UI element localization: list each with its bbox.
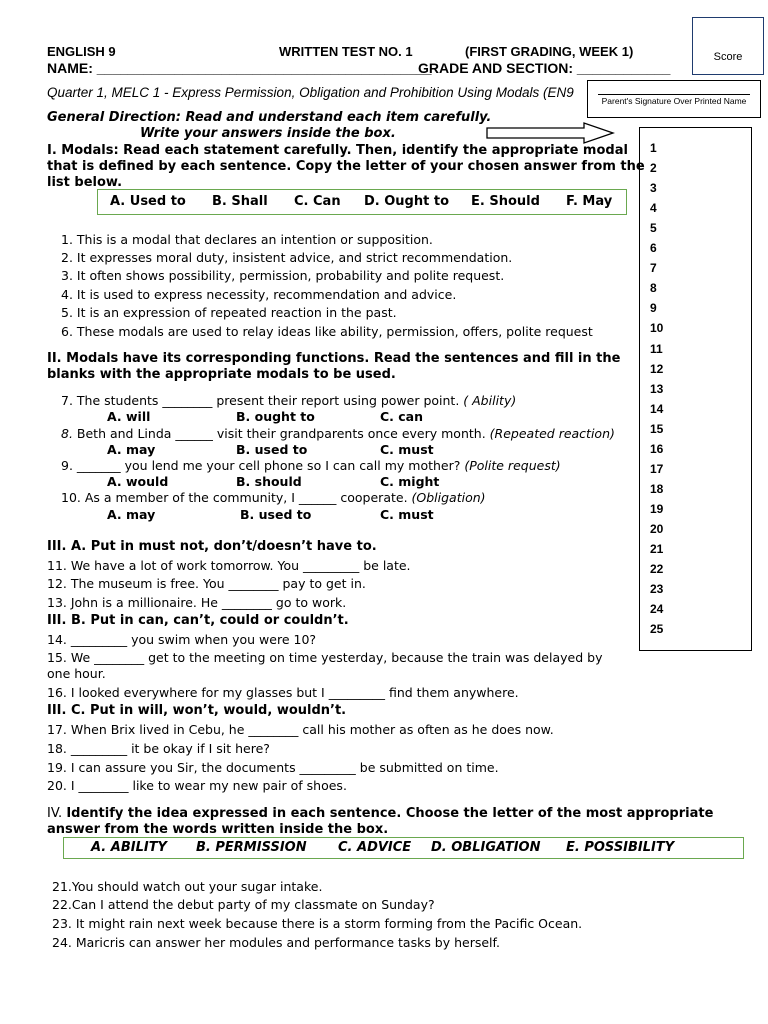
option: B. used to — [240, 507, 312, 522]
answer-number: 11 — [650, 341, 663, 356]
option: C. can — [380, 409, 424, 424]
part3-item: 17. When Brix lived in Cebu, he ________ call his mother as often as he does now. — [47, 722, 554, 737]
answer-number: 8 — [650, 281, 657, 296]
part3-item: 14. _________ you swim when you were 10? — [47, 632, 317, 647]
part2-item-9 — [61, 458, 561, 473]
part1-item: 6. These modals are used to relay ideas like ability, permission, offers, polite request — [61, 324, 593, 339]
parent-signature-box[interactable] — [587, 80, 761, 118]
idea-ability: A. ABILITY — [91, 840, 167, 855]
part3-item-cont: one hour. — [47, 666, 106, 681]
part4-instruction-1 — [47, 806, 713, 821]
option: A. may — [107, 507, 156, 522]
choice-d: D. Ought to — [364, 194, 450, 209]
item-hint: (Obligation) — [407, 490, 486, 505]
answer-number: 16 — [650, 441, 664, 456]
part1-choices-box — [97, 189, 627, 215]
item-text: Beth and Linda ______ visit their grandparents once every month. — [76, 426, 486, 441]
answer-number: 2 — [650, 161, 657, 176]
answer-number: 6 — [650, 241, 657, 256]
option: C. might — [380, 474, 440, 489]
part2-instruction-1: II. Modals have its corresponding functions. Read the sentences and fill in the — [47, 351, 621, 366]
idea-possibility: E. POSSIBILITY — [566, 840, 675, 855]
part1-instruction-1: I. Modals: Read each statement carefully. Then, identify the appropriate modal — [47, 143, 628, 158]
part1-item: 4. It is used to express necessity, recommendation and advice. — [61, 287, 457, 302]
choice-a: A. Used to — [110, 194, 186, 209]
part3-item: 12. The museum is free. You ________ pay to get in. — [47, 576, 366, 591]
part1-item: 2. It expresses moral duty, insistent advice, and strict recommendation. — [61, 250, 513, 265]
option: C. must — [380, 507, 434, 522]
part3a-title: III. A. Put in must not, don’t/doesn’t have to. — [47, 539, 377, 554]
part3-item: 15. We ________ get to the meeting on time yesterday, because the train was delayed by — [47, 650, 603, 665]
part3-item: 13. John is a millionaire. He ________ go to work. — [47, 595, 347, 610]
grade-section-field[interactable]: GRADE AND SECTION: ____________ — [418, 60, 671, 76]
option: A. will — [107, 409, 151, 424]
subject-label: ENGLISH 9 — [47, 44, 116, 59]
part3-item: 16. I looked everywhere for my glasses but I _________ find them anywhere. — [47, 685, 519, 700]
option: C. must — [380, 442, 434, 457]
answer-number: 5 — [650, 221, 657, 236]
option: B. should — [236, 474, 302, 489]
signature-line — [598, 94, 750, 95]
answer-number: 25 — [650, 622, 664, 637]
choice-e: E. Should — [471, 194, 540, 209]
part4-item: 22.Can I attend the debut party of my classmate on Sunday? — [52, 897, 435, 912]
option: B. ought to — [236, 409, 315, 424]
choice-c: C. Can — [294, 194, 341, 209]
answer-number: 3 — [650, 181, 657, 196]
general-direction-2: Write your answers inside the box. — [140, 126, 396, 141]
score-label: Score — [713, 51, 743, 63]
part3-item: 20. I ________ like to wear my new pair of shoes. — [47, 778, 347, 793]
option: A. may — [107, 442, 156, 457]
answer-number: 7 — [650, 261, 657, 276]
item-hint: (Polite request) — [460, 458, 561, 473]
part3-item: 19. I can assure you Sir, the documents _________ be submitted on time. — [47, 760, 499, 775]
answer-number: 12 — [650, 361, 664, 376]
part4-instr-text: Identify the idea expressed in each sentence. Choose the letter of the most appropriate — [66, 806, 714, 821]
item-text: The students ________ present their report using power point. — [76, 393, 460, 408]
test-title: WRITTEN TEST NO. 1 — [279, 44, 413, 59]
choice-b: B. Shall — [212, 194, 268, 209]
part4-choices-box — [63, 837, 744, 859]
answer-number: 14 — [650, 401, 664, 416]
part2-item-10 — [61, 490, 486, 505]
item-number: 10. — [61, 490, 85, 505]
item-hint: (Repeated reaction) — [485, 426, 615, 441]
idea-permission: B. PERMISSION — [196, 840, 307, 855]
right-arrow-icon — [486, 122, 616, 144]
item-hint: ( Ability) — [459, 393, 517, 408]
choice-f: F. May — [566, 194, 613, 209]
answer-number: 17 — [650, 461, 664, 476]
item-number: 9. — [61, 458, 77, 473]
item-number: 7. — [61, 393, 77, 408]
answer-number: 15 — [650, 421, 664, 436]
answer-number: 23 — [650, 582, 664, 597]
answer-number: 18 — [650, 481, 664, 496]
item-text: As a member of the community, I ______ cooperate. — [84, 490, 408, 505]
part4-item: 23. It might rain next week because there is a storm forming from the Pacific Ocean. — [52, 916, 583, 931]
part3c-title: III. C. Put in will, won’t, would, wouldn’t. — [47, 703, 347, 718]
part1-instruction-2: that is defined by each sentence. Copy the letter of your chosen answer from the — [47, 159, 645, 174]
item-text: _______ you lend me your cell phone so I can call my mother? — [76, 458, 461, 473]
name-field[interactable]: NAME: ___________________________________________ — [47, 60, 432, 76]
part4-item: 21.You should watch out your sugar intake. — [52, 879, 323, 894]
answer-number: 4 — [650, 201, 657, 216]
answer-number: 22 — [650, 562, 664, 577]
answer-number: 21 — [650, 542, 664, 556]
answer-number: 20 — [650, 521, 664, 536]
melc-line: Quarter 1, MELC 1 - Express Permission, Obligation and Prohibition Using Modals (EN9 — [47, 85, 574, 100]
part4-item: 24. Maricris can answer her modules and performance tasks by herself. — [52, 935, 500, 950]
grading-label: (FIRST GRADING, WEEK 1) — [465, 44, 634, 59]
part3b-title: III. B. Put in can, can’t, could or couldn’t. — [47, 613, 349, 628]
part1-item: 5. It is an expression of repeated reaction in the past. — [61, 305, 397, 320]
part2-instruction-2: blanks with the appropriate modals to be used. — [47, 367, 396, 382]
part3-item: 18. _________ it be okay if I sit here? — [47, 741, 270, 756]
part3-item: 11. We have a lot of work tomorrow. You _________ be late. — [47, 558, 411, 573]
answer-number: 1 — [650, 141, 657, 155]
score-box — [692, 17, 764, 75]
idea-obligation: D. OBLIGATION — [431, 840, 541, 855]
option: A. would — [107, 474, 169, 489]
signature-label: Parent's Signature Over Printed Name — [601, 96, 747, 106]
answer-number: 10 — [650, 321, 664, 336]
answer-number: 13 — [650, 381, 664, 396]
part1-item: 1. This is a modal that declares an intention or supposition. — [61, 232, 433, 247]
part4-instruction-2: answer from the words written inside the box. — [47, 822, 389, 837]
part2-item-7 — [61, 393, 516, 408]
option: B. used to — [236, 442, 308, 457]
part1-item: 3. It often shows possibility, permission, probability and polite request. — [61, 268, 505, 283]
item-number: 8. — [61, 426, 77, 441]
part2-item-8 — [61, 426, 615, 441]
part1-instruction-3: list below. — [47, 175, 123, 190]
answer-number: 9 — [650, 301, 657, 316]
idea-advice: C. ADVICE — [338, 840, 412, 855]
answer-number: 19 — [650, 501, 664, 516]
answer-number: 24 — [650, 602, 664, 617]
part4-prefix: IV. — [47, 806, 67, 821]
general-direction: General Direction: Read and understand each item carefully. — [47, 110, 492, 125]
answer-box[interactable] — [639, 127, 752, 651]
